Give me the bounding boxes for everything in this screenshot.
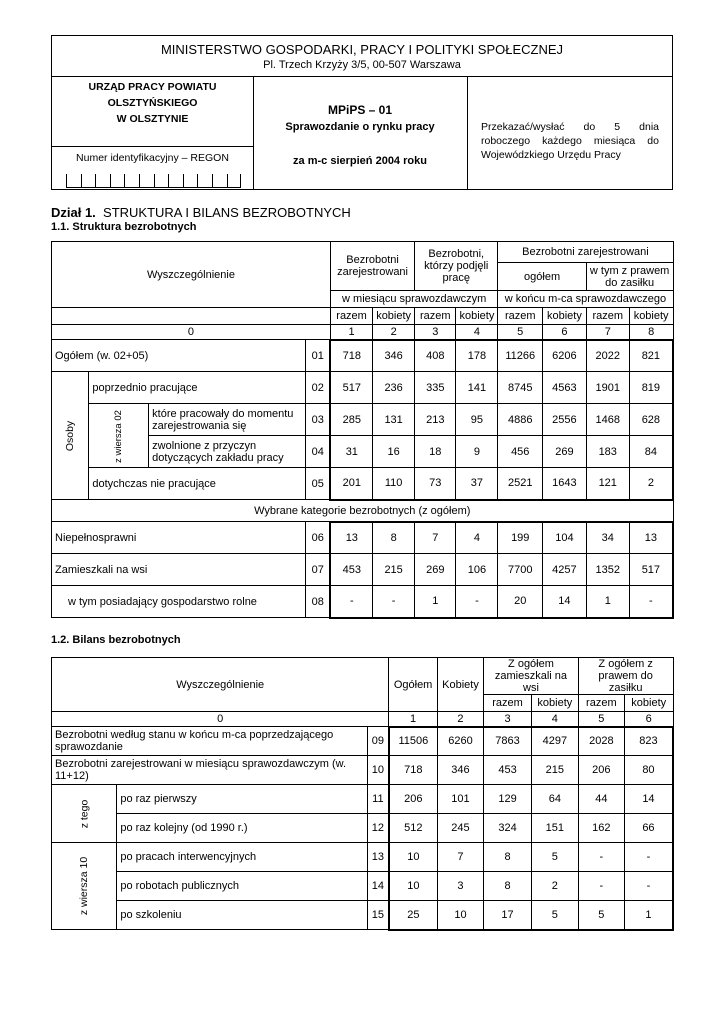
column-numbers: 0 1 2 3 4 5 6 7 8 xyxy=(52,325,674,340)
col-in-month: w miesiącu sprawozdawczym xyxy=(330,291,497,308)
col-women: Kobiety xyxy=(437,658,483,712)
form-code: MPiPS – 01 xyxy=(327,103,393,117)
col-benefit: w tym z prawem do zasiłku xyxy=(586,263,673,291)
table-row: z tego po raz pierwszy 11 206 101 129 64 44 14 xyxy=(52,785,674,814)
table-row: Bezrobotni według stanu w końcu m-ca poprzedzającego sprawozdanie 09 11506 6260 7863 4297 2028 823 xyxy=(52,727,674,756)
form-header xyxy=(51,35,673,190)
table-row: z wiersza 02 które pracowały do momentu zarejestrowania się 03 285 131 213 95 4886 2556 1468 628 xyxy=(52,404,674,436)
from-row-10-label: z wiersza 10 xyxy=(52,843,117,930)
col-registered-all: Bezrobotni zarejestrowani xyxy=(498,242,673,263)
table-row: Zamieszkali na wsi 07 453 215 269 106 7700 4257 1352 517 xyxy=(52,554,674,586)
col-spec: Wyszczególnienie xyxy=(52,658,389,712)
ministry-address: Pl. Trzech Krzyży 3/5, 00-507 Warszawa xyxy=(263,59,461,71)
regon-input[interactable] xyxy=(66,174,241,188)
col-total: ogółem xyxy=(498,263,586,291)
selected-categories-header: Wybrane kategorie bezrobotnych (z ogółem) xyxy=(52,500,674,522)
table-row: Niepełnosprawni 06 13 8 7 4 199 104 34 13 xyxy=(52,522,674,554)
persons-label: Osoby xyxy=(52,372,89,500)
table-row: po szkoleniu 15 25 10 17 5 5 1 xyxy=(52,901,674,930)
form-info xyxy=(253,76,468,189)
form-title: Sprawozdanie o rynku pracy xyxy=(285,121,435,133)
col-benefit: Z ogółem z prawem do zasiłku xyxy=(578,658,673,695)
table-row: po robotach publicznych 14 10 3 8 2 - - xyxy=(52,872,674,901)
subsection-structure: 1.1. Struktura bezrobotnych xyxy=(51,221,197,233)
col-took-job: Bezrobotni, którzy podjęli pracę xyxy=(415,242,498,291)
structure-table: Wyszczególnienie Bezrobotni zarejestrowani Bezrobotni, którzy podjęli pracę Bezrobotni zarejestrowani ogółem w tym z prawem do zasiłku w miesiącu sprawozdawczym w końcu m-ca sprawozdawczego razem kobiety razem kobiety razem kobiety razem kobiety 0 1 2 3 4 5 6 7 8 Ogółem (w. 02+05) 01 718 346 408 178 11266 6206 2022 821 Osoby poprzednio pracujące 02 517 236 335 141 8745 4563 1901 819 z wiersza 02 które pracowały do momentu zarejestrowania się 03 285 131 213 95 4886 2556 1468 628 zwolnione z przyczyn dotyczących zakładu pracy 04 31 16 18 9 456 269 183 84 dotychczas nie pracujące 05 201 110 73 37 2521 1643 121 2 Wybrane kategorie bezrobotnych (z ogółem) Niepełnosprawni 06 13 8 7 4 199 104 34 13 Zamieszkali na wsi 07 453 215 269 106 7700 4257 1352 517 w tym posiadający gospodarstwo rolne 08 - - 1 - 20 14 1 - xyxy=(51,241,674,619)
balance-table: Wyszczególnienie Ogółem Kobiety Z ogółem zamieszkali na wsi Z ogółem z prawem do zasiłku razem kobiety razem kobiety 0 1 2 3 4 5 6 Bezrobotni według stanu w końcu m-ca poprzedzającego sprawozdanie 09 11506 6260 7863 4297 2028 823 Bezrobotni zarejestrowani w miesiącu sprawozdawczym (w. 11+12) 10 718 346 453 215 206 80 z tego po raz pierwszy 11 206 101 129 64 44 14 po raz kolejny (od 1990 r.) 12 512 245 324 151 162 66 z wiersza 10 po pracach interwencyjnych 13 10 7 8 5 - - po robotach publicznych 14 10 3 8 2 - - po szkoleniu 15 25 10 17 5 5 1 xyxy=(51,657,674,931)
col-total: Ogółem xyxy=(389,658,437,712)
table-row: zwolnione z przyczyn dotyczących zakładu pracy 04 31 16 18 9 456 269 183 84 xyxy=(52,436,674,468)
ministry-name: MINISTERSTWO GOSPODARKI, PRACY I POLITYKI SPOŁECZNEJ xyxy=(160,42,564,57)
col-end-month: w końcu m-ca sprawozdawczego xyxy=(498,291,673,308)
col-registered: Bezrobotni zarejestrowani xyxy=(330,242,414,291)
section-title: Dział 1. STRUKTURA I BILANS BEZROBOTNYCH xyxy=(51,205,351,220)
report-period: za m-c sierpień 2004 roku xyxy=(293,155,427,167)
from-row-02-label: z wiersza 02 xyxy=(89,404,149,468)
office-name-line2: OLSZTYŃSKIEGO xyxy=(107,97,198,109)
table-row: dotychczas nie pracujące 05 201 110 73 37 2521 1643 121 2 xyxy=(52,468,674,500)
table-row: Osoby poprzednio pracujące 02 517 236 335 141 8745 4563 1901 819 xyxy=(52,372,674,404)
office-block xyxy=(52,76,254,189)
table-row: Ogółem (w. 02+05) 01 718 346 408 178 11266 6206 2022 821 xyxy=(52,340,674,372)
office-name-line3: W OLSZTYNIE xyxy=(116,113,189,125)
of-which-label: z tego xyxy=(52,785,117,843)
table-row: po raz kolejny (od 1990 r.) 12 512 245 324 151 162 66 xyxy=(52,814,674,843)
table-row: z wiersza 10 po pracach interwencyjnych 13 10 7 8 5 - - xyxy=(52,843,674,872)
col-rural: Z ogółem zamieszkali na wsi xyxy=(484,658,579,695)
office-name-line1: URZĄD PRACY POWIATU xyxy=(88,81,217,93)
table-row: Bezrobotni zarejestrowani w miesiącu sprawozdawczym (w. 11+12) 10 718 346 453 215 206 80 xyxy=(52,756,674,785)
send-note: Przekazać/wysłać do 5 dnia roboczego każdego miesiąca do Wojewódzkiego Urzędu Pracy xyxy=(481,121,659,161)
regon-label: Numer identyfikacyjny – REGON xyxy=(52,146,253,164)
subsection-balance: 1.2. Bilans bezrobotnych xyxy=(51,634,181,646)
ministry-block xyxy=(52,36,672,77)
column-numbers: 0 1 2 3 4 5 6 xyxy=(52,712,674,727)
col-spec: Wyszczególnienie xyxy=(52,242,331,308)
table-row: w tym posiadający gospodarstwo rolne 08 - - 1 - 20 14 1 - xyxy=(52,586,674,618)
